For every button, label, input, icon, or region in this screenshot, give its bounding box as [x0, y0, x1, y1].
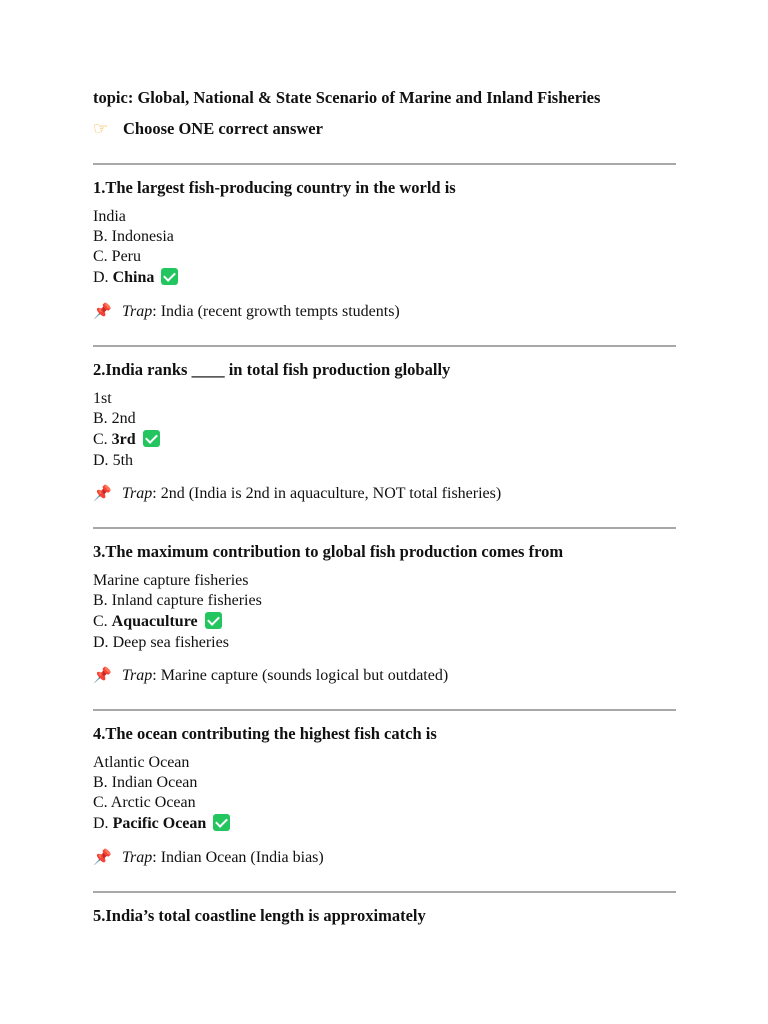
option-letter: B. [93, 774, 112, 791]
option-text: China [112, 269, 155, 286]
topic-heading: topic: Global, National & State Scenario of Marine and Inland Fisheries [93, 88, 601, 107]
option-text: Inland capture fisheries [111, 592, 262, 609]
question-block [93, 178, 693, 322]
trap-note [93, 847, 693, 868]
question-block [93, 542, 693, 686]
answer-option [93, 227, 693, 247]
answer-option [93, 753, 693, 773]
option-letter: D. [93, 269, 113, 286]
answer-option [93, 389, 693, 409]
question-block [93, 360, 693, 504]
option-letter: B. [93, 592, 112, 609]
trap-text: : Marine capture (sounds logical but outdated) [152, 667, 449, 684]
correct-option [93, 813, 693, 835]
option-letter: D. [93, 634, 113, 651]
option-text: Marine capture fisheries [93, 572, 249, 589]
option-text: Atlantic Ocean [93, 754, 190, 771]
trap-note [93, 665, 693, 686]
option-text: Peru [111, 248, 141, 265]
question-title: 4.The ocean contributing the highest fish catch is [93, 724, 437, 743]
question-title: 1.The largest fish-producing country in the world is [93, 178, 456, 197]
option-text: India [93, 208, 126, 225]
trap-label: Trap [122, 849, 153, 866]
option-letter: C. [93, 248, 112, 265]
trap-text: : Indian Ocean (India bias) [152, 849, 324, 866]
answer-option [93, 409, 693, 429]
option-text: 5th [112, 452, 134, 469]
section-divider [93, 345, 676, 347]
instruction-line [93, 119, 323, 139]
check-mark-icon [213, 814, 230, 831]
option-letter: D. [93, 452, 113, 469]
pushpin-icon: 📌 [93, 666, 112, 684]
answer-option [93, 591, 693, 611]
check-mark-icon [143, 430, 160, 447]
correct-option [93, 429, 693, 451]
section-divider [93, 709, 676, 711]
check-mark-icon [205, 612, 222, 629]
question-block [93, 724, 693, 868]
option-text: 3rd [111, 431, 136, 448]
option-letter: C. [93, 794, 111, 811]
trap-note [93, 483, 693, 504]
answer-option [93, 633, 693, 653]
question-title: 2.India ranks ____ in total fish production globally [93, 360, 451, 379]
question-title: 3.The maximum contribution to global fish production comes from [93, 542, 564, 561]
trap-text: : India (recent growth tempts students) [152, 303, 400, 320]
instruction-text: Choose ONE correct answer [123, 119, 323, 138]
answer-option [93, 773, 693, 793]
option-text: Pacific Ocean [112, 815, 207, 832]
option-text: Aquaculture [111, 613, 198, 630]
option-text: 1st [93, 390, 112, 407]
section-divider [93, 163, 676, 165]
question-block [93, 906, 693, 935]
option-text: Indian Ocean [111, 774, 198, 791]
question-title: 5.India’s total coastline length is approximately [93, 906, 426, 925]
pushpin-icon: 📌 [93, 302, 112, 320]
trap-label: Trap [122, 303, 153, 320]
answer-option [93, 793, 693, 813]
answer-option [93, 451, 693, 471]
option-letter: C. [93, 613, 112, 630]
trap-note [93, 301, 693, 322]
check-mark-icon [161, 268, 178, 285]
pushpin-icon: 📌 [93, 848, 112, 866]
section-divider [93, 891, 676, 893]
option-letter: D. [93, 815, 113, 832]
option-text: 2nd [111, 410, 136, 427]
trap-text: : 2nd (India is 2nd in aquaculture, NOT total fisheries) [152, 485, 502, 502]
option-letter: C. [93, 431, 112, 448]
correct-option [93, 267, 693, 289]
option-text: Deep sea fisheries [112, 634, 229, 651]
option-text: Arctic Ocean [110, 794, 196, 811]
pointing-hand-icon: ☞ [93, 119, 109, 139]
answer-option [93, 207, 693, 227]
option-letter: B. [93, 228, 112, 245]
trap-label: Trap [122, 485, 153, 502]
option-letter: B. [93, 410, 112, 427]
correct-option [93, 611, 693, 633]
section-divider [93, 527, 676, 529]
option-text: Indonesia [111, 228, 174, 245]
answer-option [93, 247, 693, 267]
pushpin-icon: 📌 [93, 484, 112, 502]
answer-option [93, 571, 693, 591]
trap-label: Trap [122, 667, 153, 684]
